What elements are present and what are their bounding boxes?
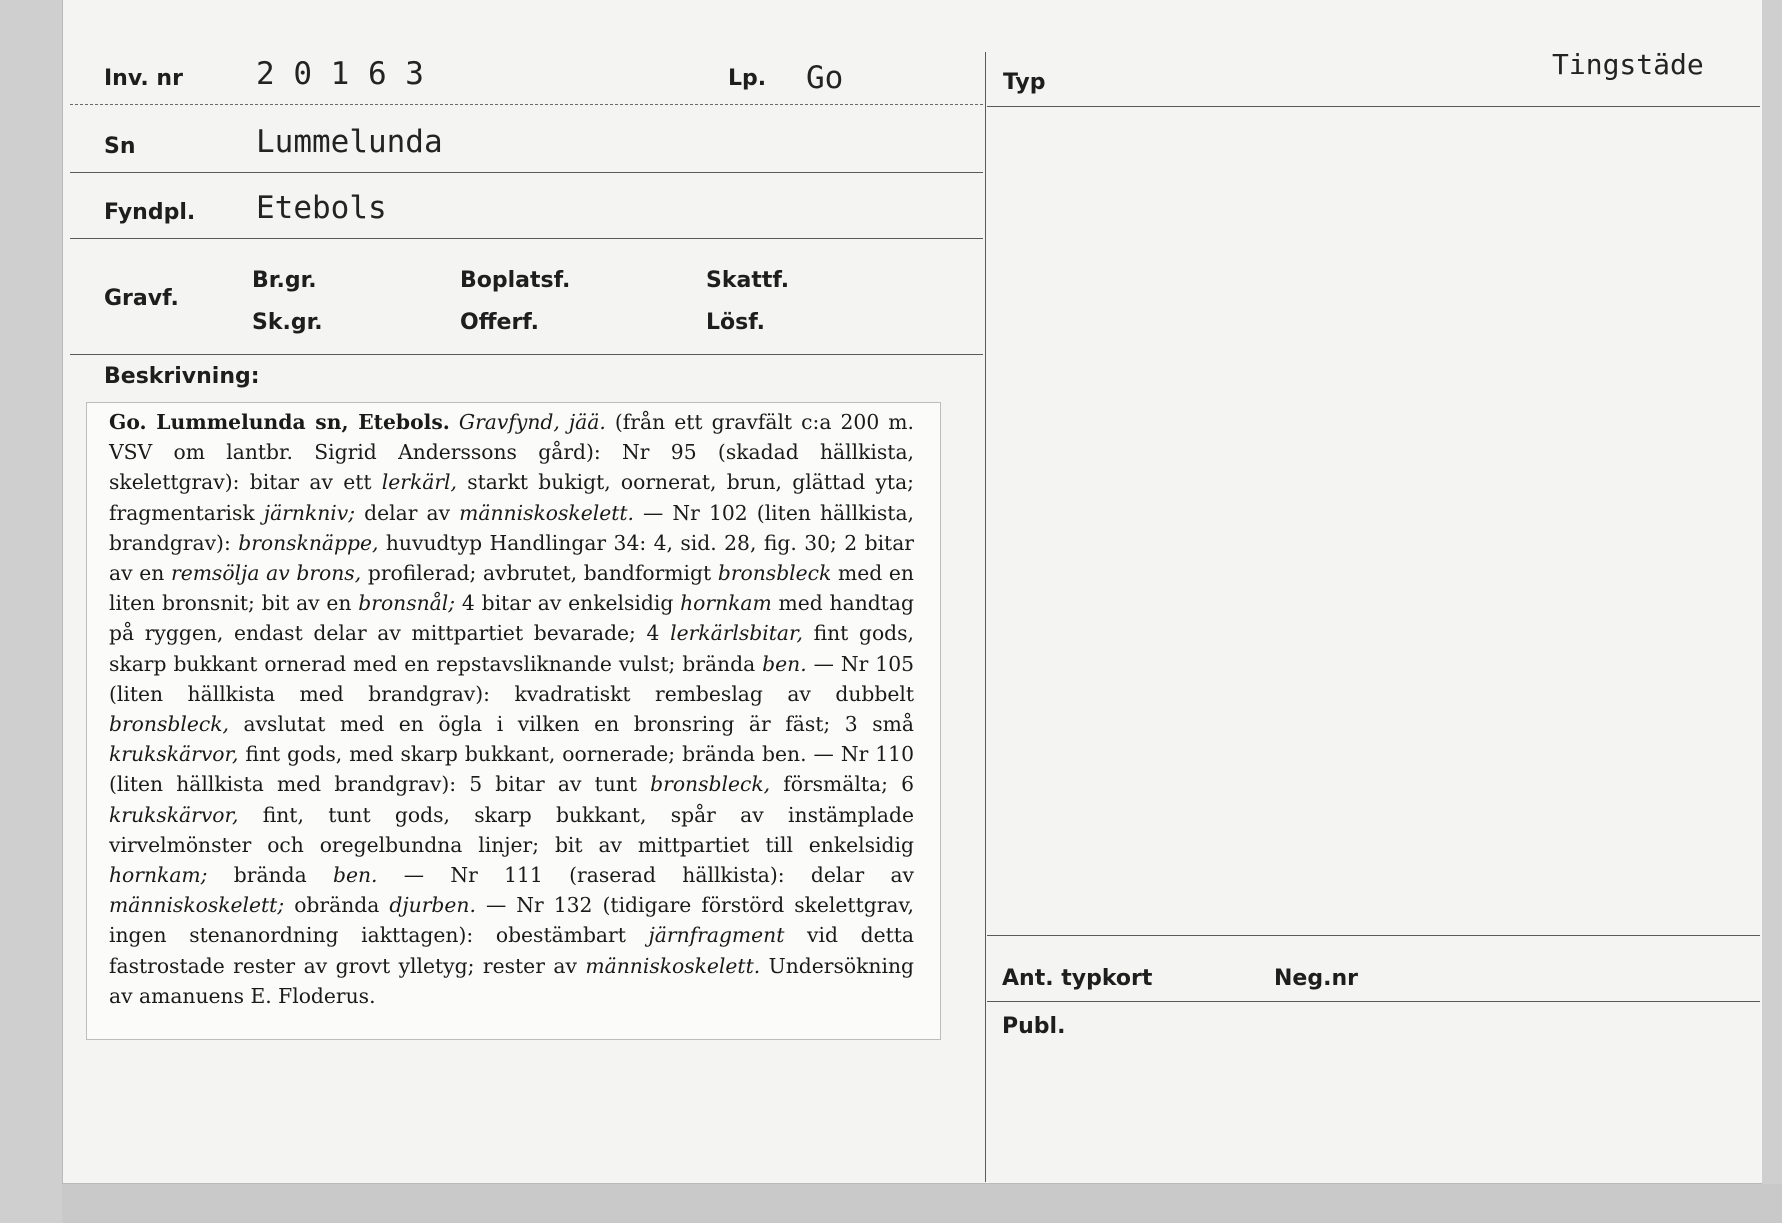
description-segment: djurben. bbox=[389, 893, 476, 918]
description-segment: obrända bbox=[284, 893, 390, 918]
publ-label: Publ. bbox=[1002, 1014, 1066, 1039]
description-segment: fint, tunt gods, skarp bukkant, spår av instämplade virvelmönster och oregelbundna linjer; bit av mittpartiet till enkelsidig bbox=[109, 802, 914, 857]
inv-nr-value: 2 0 1 6 3 bbox=[256, 56, 424, 92]
sn-label: Sn bbox=[104, 134, 136, 159]
boplatsf-label: Boplatsf. bbox=[460, 268, 571, 293]
lp-label: Lp. bbox=[728, 66, 767, 91]
typ-label: Typ bbox=[1003, 70, 1046, 95]
description-segment: hornkam bbox=[680, 591, 772, 616]
description-segment: brända bbox=[207, 863, 333, 888]
inv-nr-label: Inv. nr bbox=[104, 66, 183, 91]
description-segment: lerkärl, bbox=[381, 470, 457, 495]
divider-right-upper bbox=[987, 935, 1760, 936]
scan-shadow bbox=[62, 1184, 1782, 1223]
description-segment: — Nr 102 (liten hällkista, brandgrav): bbox=[109, 500, 914, 555]
description-segment: Undersökning av amanuens E. Floderus. bbox=[109, 953, 914, 1008]
description-segment: bronsnål; bbox=[358, 591, 456, 616]
description-segment: — Nr 111 (raserad hällkista): delar av bbox=[377, 863, 914, 888]
description-segment: ben. bbox=[333, 863, 378, 888]
description-segment: huvudtyp Handlingar 34: 4, sid. 28, fig. 30; 2 bitar av en bbox=[109, 530, 914, 586]
divider-right-lower bbox=[987, 1001, 1760, 1002]
description-segment: järnfragment bbox=[648, 923, 785, 948]
description-segment: Gravfynd, jää. bbox=[458, 410, 606, 434]
description-segment: bronsknäppe, bbox=[238, 530, 379, 555]
description-segment: 4 bitar av enkelsidig bbox=[455, 591, 681, 616]
beskrivning-label: Beskrivning: bbox=[104, 364, 260, 389]
offerf-label: Offerf. bbox=[460, 310, 540, 335]
description-segment: järnkniv; bbox=[263, 500, 356, 525]
description-text bbox=[109, 407, 914, 1011]
description-segment: lerkärlsbitar, bbox=[670, 621, 803, 646]
description-segment: remsölja av brons, bbox=[171, 561, 362, 586]
ant-typkort-label: Ant. typkort bbox=[1002, 966, 1153, 991]
fyndpl-label: Fyndpl. bbox=[104, 200, 196, 225]
lp-value: Go bbox=[806, 60, 844, 96]
center-divider bbox=[985, 52, 986, 1182]
description-segment: människoskelett. bbox=[459, 500, 634, 525]
fyndpl-value: Etebols bbox=[256, 190, 387, 226]
description-segment: bronsbleck, bbox=[109, 712, 229, 737]
description-segment: profilerad; avbrutet, bandformigt bbox=[361, 561, 718, 586]
description-segment: delar av bbox=[355, 500, 460, 525]
sk-gr-label: Sk.gr. bbox=[252, 310, 323, 335]
description-segment: fint gods, med skarp bukkant, oornerade; brända ben. — Nr 110 (liten hällkista med brandgrav): 5 bitar av tunt bbox=[109, 742, 914, 797]
description-segment: krukskärvor, bbox=[109, 802, 239, 827]
br-gr-label: Br.gr. bbox=[252, 268, 317, 293]
divider-row3 bbox=[70, 238, 983, 239]
description-segment: — Nr 105 (liten hällkista med brandgrav): kvadratiskt rembeslag av dubbelt bbox=[109, 651, 915, 706]
divider-row1-left bbox=[70, 104, 983, 105]
description-segment: bronsbleck, bbox=[650, 772, 771, 797]
description-segment: vid detta fastrostade rester av grovt ylletyg; rester av bbox=[109, 923, 914, 978]
description-segment: med en liten bronsnit; bit av en bbox=[109, 561, 914, 616]
description-segment: avslutat med en ögla i vilken en bronsring är fäst; 3 små bbox=[228, 712, 914, 737]
description-segment: Go. Lummelunda sn, Etebols. bbox=[109, 410, 450, 434]
description-segment: krukskärvor, bbox=[109, 742, 239, 767]
description-segment: — Nr 132 (tidigare förstörd skelettgrav, ingen stenanordning iakttagen): obestämbart bbox=[109, 893, 914, 948]
divider-row1-right bbox=[987, 106, 1760, 107]
description-segment: ben. bbox=[762, 651, 807, 676]
description-segment: människoskelett. bbox=[585, 953, 761, 978]
description-segment: försmälta; 6 bbox=[770, 772, 914, 797]
description-segment: med handtag på ryggen, endast delar av mittpartiet bevarade; 4 bbox=[109, 591, 914, 646]
description-segment: bronsbleck bbox=[717, 561, 832, 586]
description-segment: människoskelett; bbox=[109, 893, 285, 918]
description-segment: fint gods, skarp bukkant ornerad med en repstavsliknande vulst; brända bbox=[109, 621, 914, 676]
description-segment bbox=[450, 410, 459, 434]
description-segment: hornkam; bbox=[109, 863, 208, 888]
divider-row2 bbox=[70, 172, 983, 173]
losf-label: Lösf. bbox=[706, 310, 765, 335]
skattf-label: Skattf. bbox=[706, 268, 790, 293]
description-slip bbox=[86, 402, 941, 1040]
sn-value: Lummelunda bbox=[256, 124, 443, 160]
typ-value: Tingstäde bbox=[1552, 48, 1704, 81]
divider-row4 bbox=[70, 354, 983, 355]
gravf-label: Gravf. bbox=[104, 286, 179, 311]
description-segment: (från ett gravfält c:a 200 m. VSV om lantbr. Sigrid Anderssons gård): Nr 95 (skadad hällkista, skelettgrav): bitar av ett bbox=[109, 410, 914, 495]
neg-nr-label: Neg.nr bbox=[1274, 966, 1358, 991]
description-segment: starkt bukigt, oornerat, brun, glättad yta; fragmentarisk bbox=[109, 470, 914, 525]
